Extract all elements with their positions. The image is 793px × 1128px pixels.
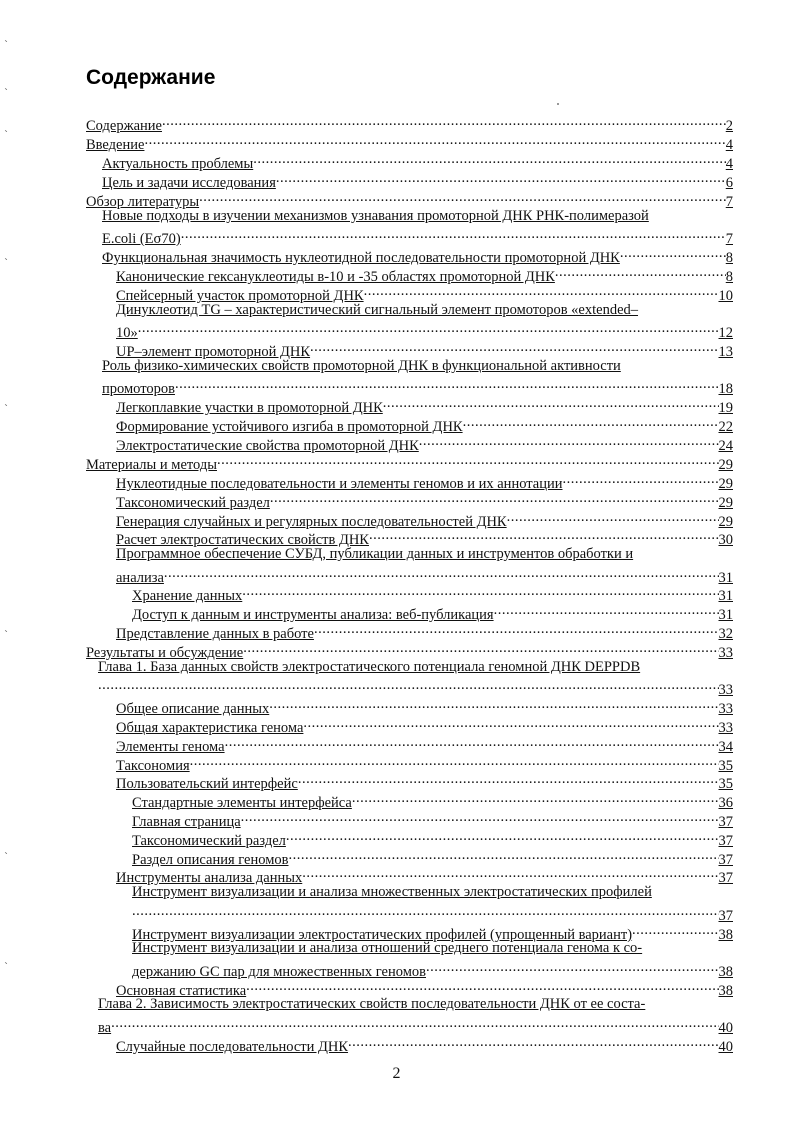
toc-entry[interactable]	[116, 695, 733, 717]
toc-entry[interactable]	[102, 225, 733, 247]
toc-entry-title: Введение	[86, 137, 145, 153]
toc-entry[interactable]	[102, 150, 733, 172]
toc-entry-page: 22	[718, 419, 733, 435]
scan-mark: ˋ	[4, 404, 9, 415]
toc-entry-title: Динуклеотид TG – характеристический сигнальный элемент промоторов «extended–	[116, 302, 639, 318]
toc-entry[interactable]	[102, 169, 733, 191]
scan-mark: ˋ	[4, 258, 9, 269]
toc-entry-title: Хранение данных	[132, 588, 243, 604]
toc-entry-page: 33	[718, 701, 733, 717]
toc-entry[interactable]	[116, 394, 733, 416]
toc-entry-page: 33	[718, 720, 733, 736]
toc-entry-title: Инструмент визуализации электростатических профилей (упрощенный вариант)	[132, 927, 633, 943]
toc-entry-page: 35	[718, 758, 733, 774]
toc-entry-title: Инструменты анализа данных	[116, 870, 303, 886]
toc-entry-page: 31	[718, 588, 733, 604]
toc-entry-title: Стандартные элементы интерфейса	[132, 795, 352, 811]
toc-entry[interactable]	[116, 508, 733, 530]
toc-entry[interactable]	[132, 939, 733, 957]
toc-entry[interactable]	[132, 808, 733, 830]
toc-entry-title: Инструмент визуализации и анализа отношений среднего потенциала генома к со-	[132, 940, 643, 956]
toc-entry-title: Таксономический раздел	[116, 495, 270, 511]
toc-entry-page: 7	[725, 231, 733, 247]
toc-entry[interactable]	[132, 582, 733, 604]
toc-entry[interactable]	[132, 921, 733, 943]
toc-entry-title: Нуклеотидные последовательности и элементы геномов и их аннотации	[116, 476, 563, 492]
toc-entry-title: Расчет электростатических свойств ДНК	[116, 532, 369, 548]
toc-entry-title: Общая характеристика генома	[116, 720, 304, 736]
toc-entry[interactable]	[132, 827, 733, 849]
toc-entry-page: 38	[718, 983, 733, 999]
toc-entry-title: Случайные последовательности ДНК	[116, 1039, 349, 1055]
toc-entry[interactable]	[116, 263, 733, 285]
toc-entry-page: 38	[718, 964, 733, 980]
toc-entry[interactable]	[116, 620, 733, 642]
toc-entry-page: 32	[718, 626, 733, 642]
toc-entry[interactable]	[132, 846, 733, 868]
toc-entry[interactable]	[98, 658, 733, 676]
toc-entry-page: 29	[718, 457, 733, 473]
toc-entry-page: 4	[725, 156, 733, 172]
page-title: Содержание	[86, 66, 216, 89]
toc-entry[interactable]	[116, 301, 733, 319]
toc-entry[interactable]	[116, 489, 733, 511]
toc-entry-page: 37	[718, 908, 733, 924]
scan-mark: ˋ	[4, 40, 9, 51]
toc-entry-page: 10	[718, 288, 733, 304]
page-number: 2	[392, 1065, 401, 1082]
toc-entry[interactable]	[116, 282, 733, 304]
toc-entry-page: 34	[718, 739, 733, 755]
toc-entry-page: 31	[718, 570, 733, 586]
toc-entry-title: промоторов	[102, 381, 175, 397]
toc-entry[interactable]	[98, 995, 733, 1013]
toc-entry-title: Содержание	[86, 118, 162, 134]
toc-entry-title: UP–элемент промоторной ДНК	[116, 344, 311, 360]
toc-entry[interactable]	[132, 601, 733, 623]
toc-entry-title: Программное обеспечение СУБД, публикации данных и инструментов обработки и	[116, 546, 634, 562]
toc-entry-page: 7	[725, 194, 733, 210]
scan-mark: ˋ	[4, 88, 9, 99]
toc-entry-title: Функциональная значимость нуклеотидной последовательности промоторной ДНК	[102, 250, 620, 266]
toc-entry-title: Формирование устойчивого изгиба в промоторной ДНК	[116, 419, 463, 435]
toc-entry[interactable]	[98, 676, 733, 698]
toc-entry-page: 33	[718, 682, 733, 698]
toc-entry-title: Обзор литературы	[86, 194, 200, 210]
toc-entry-title: Представление данных в работе	[116, 626, 314, 642]
scan-mark: ˋ	[4, 962, 9, 973]
toc-entry-title: Общее описание данных	[116, 701, 270, 717]
toc-entry-page: 29	[718, 476, 733, 492]
toc-entry-title: Глава 2. Зависимость электростатических свойств последовательности ДНК от ее соста-	[98, 996, 646, 1012]
toc-entry-title: Доступ к данным и инструменты анализа: веб-публикация	[132, 607, 494, 623]
toc-entry-page: 40	[718, 1039, 733, 1055]
toc-entry-page: 8	[725, 269, 733, 285]
toc-entry-title: Актуальность проблемы	[102, 156, 254, 172]
toc-entry[interactable]	[116, 470, 733, 492]
toc-entry[interactable]	[116, 714, 733, 736]
toc-entry-title: Материалы и методы	[86, 457, 217, 473]
toc-entry-title: Спейсерный участок промоторной ДНК	[116, 288, 364, 304]
toc-entry-page: 33	[718, 645, 733, 661]
toc-entry-page: 37	[718, 814, 733, 830]
toc-entry-title: 10»	[116, 325, 138, 341]
toc-entry-page: 24	[718, 438, 733, 454]
scan-mark: ˋ	[4, 852, 9, 863]
toc-entry-title: Роль физико-химических свойств промоторной ДНК в функциональной активности	[102, 358, 621, 374]
scan-mark: ˋ	[4, 130, 9, 141]
toc-entry[interactable]	[116, 338, 733, 360]
toc-entry-page: 30	[718, 532, 733, 548]
toc-entry-title: Цель и задачи исследования	[102, 175, 276, 191]
toc-entry[interactable]	[116, 564, 733, 586]
toc-entry[interactable]	[86, 639, 733, 661]
toc-entry-title: Новые подходы в изучении механизмов узнавания промоторной ДНК РНК-полимеразой	[102, 208, 649, 224]
toc-entry-page: 13	[718, 344, 733, 360]
toc-entry-page: 4	[725, 137, 733, 153]
toc-entry-title: Результаты и обсуждение	[86, 645, 244, 661]
toc-entry-title: Электростатические свойства промоторной ДНК	[116, 438, 419, 454]
toc-entry[interactable]	[102, 357, 733, 375]
scan-mark: ˋ	[4, 630, 9, 641]
toc-entry-title: Раздел описания геномов	[132, 852, 289, 868]
toc-entry[interactable]	[116, 545, 733, 563]
toc-entry-page: 18	[718, 381, 733, 397]
toc-entry[interactable]	[116, 319, 733, 341]
toc-entry[interactable]	[102, 375, 733, 397]
toc-entry-title: Элементы генома	[116, 739, 225, 755]
toc-entry-page: 38	[718, 927, 733, 943]
scan-speck	[557, 103, 559, 105]
toc-entry-title: Канонические гексануклеотиды в-10 и -35 областях промоторной ДНК	[116, 269, 555, 285]
toc-entry-page: 37	[718, 833, 733, 849]
toc-entry-title: анализа	[116, 570, 164, 586]
toc-entry[interactable]	[116, 752, 733, 774]
toc-entry[interactable]	[116, 413, 733, 435]
toc-entry-page: 29	[718, 514, 733, 530]
toc-entry[interactable]	[116, 864, 733, 886]
toc-entry-page: 35	[718, 776, 733, 792]
toc-entry-title: Легкоплавкие участки в промоторной ДНК	[116, 400, 383, 416]
toc-entry-title: Главная страница	[132, 814, 241, 830]
toc-entry-title: Основная статистика	[116, 983, 247, 999]
toc-entry-title: Инструмент визуализации и анализа множественных электростатических профилей	[132, 884, 652, 900]
toc-entry[interactable]	[116, 432, 733, 454]
toc-entry-page: 29	[718, 495, 733, 511]
toc-entry-page: 2	[725, 118, 733, 134]
toc-entry-title: держанию GC пар для множественных геномов	[132, 964, 426, 980]
toc-entry[interactable]	[86, 112, 733, 134]
toc-entry[interactable]	[132, 883, 733, 901]
toc-entry[interactable]	[132, 958, 733, 980]
toc-entry-page: 19	[718, 400, 733, 416]
toc-entry-title: Глава 1. База данных свойств электростатического потенциала геномной ДНК DEPPDB	[98, 659, 641, 675]
toc-entry[interactable]	[98, 1014, 733, 1036]
toc-entry-page: 12	[718, 325, 733, 341]
toc-entry[interactable]	[102, 207, 733, 225]
toc-entry-page: 31	[718, 607, 733, 623]
toc-entry-title: E.coli (Eσ70)	[102, 231, 181, 247]
toc-entry-page: 6	[725, 175, 733, 191]
toc-entry-page: 37	[718, 852, 733, 868]
toc-entry[interactable]	[102, 244, 733, 266]
toc-entry-title: Пользовательский интерфейс	[116, 776, 298, 792]
toc-entry[interactable]	[116, 1033, 733, 1055]
toc-entry[interactable]	[116, 770, 733, 792]
toc-entry-page: 8	[725, 250, 733, 266]
toc-entry-title: Таксономия	[116, 758, 190, 774]
toc-entry[interactable]	[116, 526, 733, 548]
toc-entry[interactable]	[132, 902, 733, 924]
toc-entry[interactable]	[132, 789, 733, 811]
toc-entry[interactable]	[86, 451, 733, 473]
toc-entry[interactable]	[116, 733, 733, 755]
toc-entry-title: Таксономический раздел	[132, 833, 286, 849]
toc-entry[interactable]	[86, 131, 733, 153]
toc-entry[interactable]	[116, 977, 733, 999]
toc-entry[interactable]	[86, 188, 733, 210]
toc-entry-page: 37	[718, 870, 733, 886]
toc-entry-page: 36	[718, 795, 733, 811]
toc-entry-title: ва	[98, 1020, 112, 1036]
toc-entry-page: 40	[718, 1020, 733, 1036]
toc-entry-title: Генерация случайных и регулярных последовательностей ДНК	[116, 514, 507, 530]
